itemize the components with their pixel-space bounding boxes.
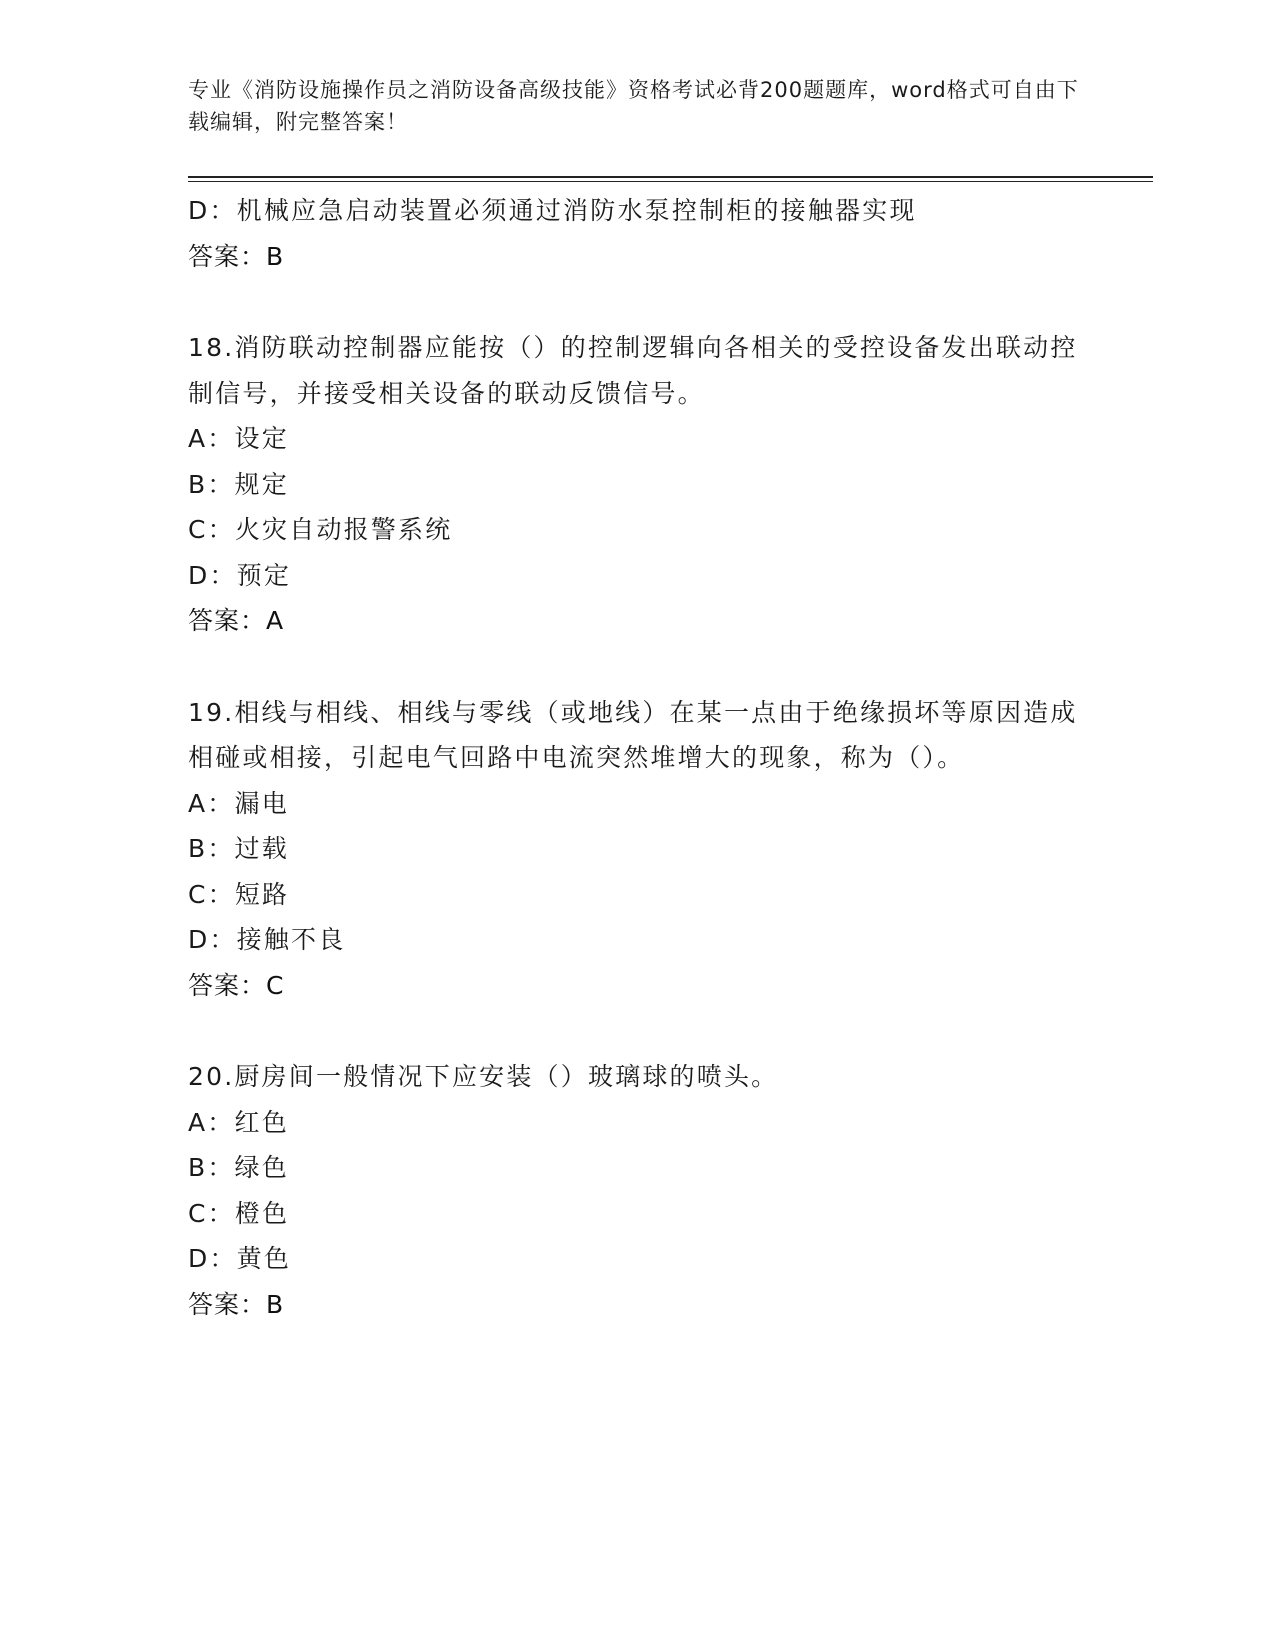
option-a: A：漏电 <box>188 788 289 818</box>
option-b: B：规定 <box>188 469 289 499</box>
prev-question-option-d: D：机械应急启动装置必须通过消防水泵控制柜的接触器实现 <box>188 196 917 225</box>
question-19 <box>188 690 1088 1009</box>
question-content <box>188 188 1088 1327</box>
question-gap <box>188 279 1088 325</box>
question-answer: 答案：A <box>188 606 285 635</box>
option-a: A：红色 <box>188 1107 289 1137</box>
option-c: C：橙色 <box>188 1198 290 1228</box>
option-d: D：预定 <box>188 560 292 590</box>
document-header: 专业《消防设施操作员之消防设备高级技能》资格考试必背200题题库，word格式可自由下载编辑，附完整答案！ <box>188 78 1079 134</box>
option-a: A：设定 <box>188 424 289 453</box>
question-gap <box>188 1008 1088 1054</box>
option-d: D：接触不良 <box>188 925 346 954</box>
question-answer: 答案：C <box>188 970 285 1000</box>
option-c: C：火灾自动报警系统 <box>188 515 453 544</box>
question-20 <box>188 1054 1088 1327</box>
option-c: C：短路 <box>188 879 290 909</box>
option-d: D：黄色 <box>188 1244 292 1273</box>
question-stem: 20.厨房间一般情况下应安装（）玻璃球的喷头。 <box>188 1062 779 1091</box>
header-divider <box>188 176 1153 182</box>
question-answer: 答案：B <box>188 1289 285 1319</box>
question-gap <box>188 644 1088 690</box>
option-b: B：过载 <box>188 834 289 863</box>
prev-question-answer: 答案：B <box>188 241 285 271</box>
question-stem: 18.消防联动控制器应能按（）的控制逻辑向各相关的受控设备发出联动控制信号，并接受相关设备的联动反馈信号。 <box>188 333 1078 408</box>
question-18 <box>188 325 1088 644</box>
question-stem: 19.相线与相线、相线与零线（或地线）在某一点由于绝缘损坏等原因造成相碰或相接，引起电气回路中电流突然堆增大的现象，称为（）。 <box>188 697 1078 772</box>
option-b: B：绿色 <box>188 1153 289 1182</box>
